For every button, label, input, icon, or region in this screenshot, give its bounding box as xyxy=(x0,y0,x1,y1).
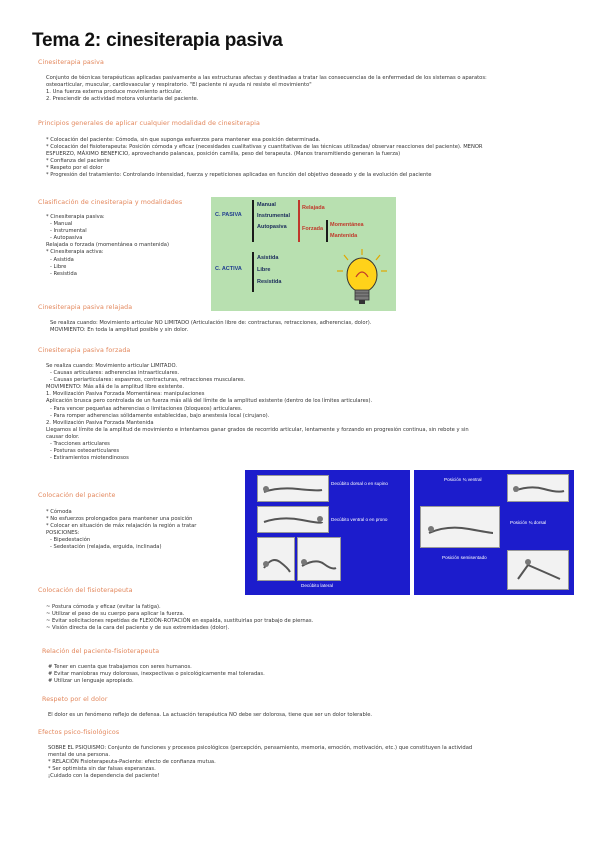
text-line: MOVIMIENTO: En toda la amplitud posible y sin dolor. xyxy=(50,327,189,334)
classification-diagram xyxy=(211,197,396,311)
text-line: - Resistida xyxy=(50,270,77,277)
text-line: - Autopasiva xyxy=(50,235,83,242)
text-line: * Cinesiterapia activa: xyxy=(46,249,104,256)
text-line: - Estiramientos miotendinosos xyxy=(50,455,129,462)
text-line: Aplicación brusca pero controlada de un fuerza más allá del límite de la amplitud existente (dentro de los límites articulares). xyxy=(46,398,373,405)
section-heading-clasificacion: Clasificación de cinesiterapia y modalidades xyxy=(38,199,183,206)
text-line: ~ Visión directa de la cara del paciente y de sus extremidades (dolor). xyxy=(46,625,230,632)
diagram-resistida: Resistida xyxy=(257,279,282,285)
text-line: - Bipedestación xyxy=(50,537,91,544)
diagram-relajada: Relajada xyxy=(302,205,325,211)
text-line: - Asistida xyxy=(50,256,74,263)
text-line: ESFUERZO, MÁXIMO BENEFICIO, aprovechando palancas, posición camilla, peso del terapeuta. (Manos transmitiendo generan la fuerza) xyxy=(46,151,401,158)
text-line: - Para vencer pequeñas adherencias o limitaciones (bloqueos) articulares. xyxy=(50,405,243,412)
section-heading-respeto-dolor: Respeto por el dolor xyxy=(42,696,108,703)
text-line: # Evitar maniobras muy dolorosas, inexpectivas o psicológicamente mal toleradas. xyxy=(48,671,265,678)
text-line: * Colocación del fisioterapeuta: Posición cómoda y eficaz (necesidades cualitativas y cuantitativas de las técnicas utilizadas/ observar reacciones del paciente). MENOR xyxy=(46,144,483,151)
text-line: * Respeto por el dolor xyxy=(46,165,103,172)
text-line: # Tener en cuenta que trabajamos con seres humanos. xyxy=(48,664,192,670)
patient-lateral-image xyxy=(257,537,295,581)
section-heading-colocacion-fisioterapeuta: Colocación del fisioterapeuta xyxy=(38,587,133,594)
text-line: - Para romper adherencias sólidamente establecidas, bajo anestesia local (cirujano). xyxy=(50,412,270,419)
text-line: * Confianza del paciente xyxy=(46,158,110,165)
positions-panel-left xyxy=(245,470,410,595)
section-body-principios xyxy=(46,137,483,180)
text-line: Se realiza cuando: Movimiento articular LIMITADO. xyxy=(46,363,178,369)
text-line: 2. Presciendir de actividad motora voluntaria del paciente. xyxy=(46,96,199,103)
label-prone: Decúbito ventral o en prono xyxy=(331,517,388,522)
text-line: 1. Una fuerza externa produce movimiento articular. xyxy=(46,89,183,96)
label-semisentado: Posición semisentado xyxy=(442,555,487,560)
patient-three-quarter-ventral-image xyxy=(507,474,569,502)
text-line: # Utilizar un lenguaje apropiado. xyxy=(48,678,134,685)
text-line: mental de una persona. xyxy=(48,752,110,759)
text-line: * Ser optimista sin dar falsas esperanzas. xyxy=(48,766,156,773)
text-line: - Posturas osteoarticulares xyxy=(50,448,120,455)
diagram-momentanea: Momentánea xyxy=(330,222,364,228)
text-line: - Libre xyxy=(50,263,67,270)
diagram-autopasiva: Autopasiva xyxy=(257,224,287,230)
text-line: * RELACIÓN Fisioterapeuta-Paciente: efecto de confianza mutua. xyxy=(48,759,216,766)
text-line: ~ Evitar solicitaciones repetidas de FLEXIÓN-ROTACIÓN en espalda, sustituirlas por trabajo de piernas. xyxy=(46,618,314,625)
section-heading-principios: Principios generales de aplicar cualquier modalidad de cinesiterapia xyxy=(38,120,260,127)
patient-semisentado-image xyxy=(507,550,569,590)
text-line: - Tracciones articulares xyxy=(50,441,110,448)
label-three-quarter-dorsal: Posición ¾ dorsal xyxy=(510,520,547,525)
text-line: * Progresión del tratamiento: Controlando intensidad, fuerza y repeticiones aplicadas en función del objetivo deseado y de la evolución del paciente xyxy=(46,172,432,179)
text-line: causar dolor. xyxy=(46,433,80,440)
diagram-pasiva: C. PASIVA xyxy=(215,212,242,218)
label-lateral: Decúbito lateral xyxy=(301,583,333,588)
text-line: * Cómoda xyxy=(46,509,72,515)
text-line: * Colocar en situación de máx relajación la región a tratar xyxy=(46,523,197,530)
patient-supine-image xyxy=(257,475,329,502)
text-line: ~ Postura cómoda y eficaz (evitar la fatiga). xyxy=(46,604,161,610)
section-heading-relacion: Relación del paciente-fisioterapeuta xyxy=(42,648,160,655)
section-body-efectos xyxy=(48,745,472,780)
text-line: Relajada o forzada (momentánea o mantenida) xyxy=(46,242,169,249)
section-heading-pasiva-forzada: Cinesiterapia pasiva forzada xyxy=(38,347,131,354)
diagram-manual: Manual xyxy=(257,202,276,208)
label-supine: Decúbito dorsal o en supino xyxy=(331,481,388,486)
text-line: Se realiza cuando: Movimiento articular NO LIMITADO (Articulación libre de: contracturas, retracciones, adherencias, dolor). xyxy=(50,320,372,326)
text-line: - Sedestación (relajada, erguida, inclinada) xyxy=(50,544,162,551)
diagram-mantenida: Mantenida xyxy=(330,233,358,239)
diagram-instrumental: Instrumental xyxy=(257,213,291,219)
text-line: Llegamos al límite de la amplitud de movimiento e intentamos ganar grados de recorrido articular, lentamente y forzando en progresión continua, sin rebote y sin xyxy=(46,426,469,433)
section-body-clasificacion xyxy=(46,214,169,278)
section-body-pasiva-relajada xyxy=(50,320,371,334)
text-line: ¡Cuidado con la dependencia del paciente! xyxy=(48,773,160,780)
text-line: - Manual xyxy=(50,221,73,228)
light-bulb-icon xyxy=(334,247,390,309)
text-line: - Instrumental xyxy=(50,228,87,235)
text-line: ~ Utilizar el peso de su cuerpo para aplicar la fuerza. xyxy=(46,611,185,618)
text-line: SOBRE EL PSIQUISMO: Conjunto de funciones y procesos psicológicos (percepción, pensamiento, memoria, emoción, motivación, etc.) que constituyen la actividad xyxy=(48,745,473,751)
section-body-colocacion-paciente xyxy=(46,509,196,552)
diagram-asistida: Asistida xyxy=(257,255,279,261)
section-heading-colocacion-paciente: Colocación del paciente xyxy=(38,492,116,499)
patient-lateral-image-2 xyxy=(297,537,341,581)
section-heading-pasiva-relajada: Cinesiterapia pasiva relajada xyxy=(38,304,133,311)
text-line: POSICIONES: xyxy=(46,530,80,537)
diagram-libre: Libre xyxy=(257,267,271,273)
patient-prone-image xyxy=(257,506,329,533)
section-heading-cinesiterapia-pasiva: Cinesiterapia pasiva xyxy=(38,59,104,66)
label-three-quarter-ventral: Posición ¾ ventral xyxy=(444,477,482,482)
text-line: MOVIMIENTO: Más allá de la amplitud libre existente. xyxy=(46,384,184,391)
positions-panel-right xyxy=(414,470,574,595)
text-line: * Colocación del paciente: Cómoda, sin que suponga esfuerzos para mantener esa posición determinada. xyxy=(46,137,321,143)
section-body-pasiva-forzada xyxy=(46,363,469,462)
text-line: - Causas periarticulares: espasmos, contracturas, retracciones musculares. xyxy=(50,377,246,384)
text-line: 2. Movilización Pasiva Forzada Mantenida xyxy=(46,419,154,426)
section-heading-efectos: Efectos psico-fisiológicos xyxy=(38,729,120,736)
diagram-forzada: Forzada xyxy=(302,226,324,232)
text-line: * Cinesiterapia pasiva: xyxy=(46,214,105,220)
patient-three-quarter-dorsal-image xyxy=(420,506,500,548)
section-body-colocacion-fisioterapeuta xyxy=(46,604,313,632)
text-line: * No esfuerzos prolongados para mantener una posición xyxy=(46,516,193,523)
text-line: - Causas articulares: adherencias intraarticulares. xyxy=(50,370,180,377)
text-line: Conjunto de técnicas terapéuticas aplicadas pasivamente a las estructuras afectas y destinadas a tratar las consecuencias de la enfermedad de los sistemas o aparatos: xyxy=(46,75,487,81)
section-body-relacion xyxy=(48,664,265,685)
section-body-respeto-dolor xyxy=(48,712,372,719)
text-line: El dolor es un fenómeno reflejo de defensa. La actuación terapéutica NO debe ser dolorosa, tiene que ser un dolor tolerable. xyxy=(48,712,373,718)
text-line: 1. Movilización Pasiva Forzada Momentánea: manipulaciones xyxy=(46,391,205,398)
page-title: Tema 2: cinesiterapia pasiva xyxy=(32,30,283,51)
diagram-activa: C. ACTIVA xyxy=(215,266,242,272)
section-body-cinesiterapia-pasiva xyxy=(46,75,487,103)
text-line: osteoarticular, muscular, cardiovascular y respiratorio. "El paciente ni ayuda ni resiste el movimiento" xyxy=(46,82,312,89)
